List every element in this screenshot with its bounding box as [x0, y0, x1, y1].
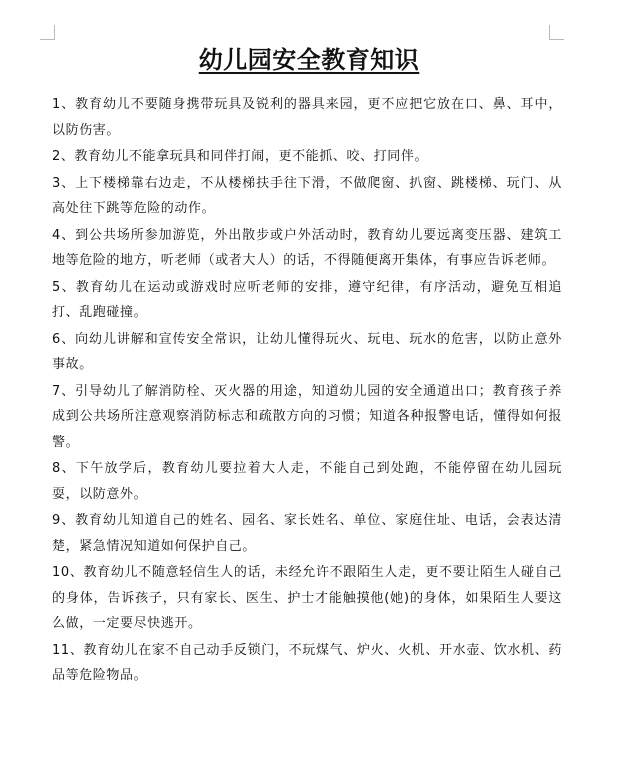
- list-item: 10、教育幼儿不随意轻信生人的话，未经允许不跟陌生人走，更不要让陌生人碰自己的身体，告诉孩子，只有家长、医生、护士才能触摸他(她)的身体，如果陌生人要这么做，一定要尽快逃开。: [52, 565, 562, 631]
- list-item: 11、教育幼儿在家不自己动手反锁门，不玩煤气、炉火、火机、开水壶、饮水机、药品等危险物品。: [52, 642, 562, 683]
- safety-rules-list: [52, 92, 562, 690]
- page-corner-mark-top-right: [549, 25, 564, 40]
- list-item: 2、教育幼儿不能拿玩具和同伴打闹，更不能抓、咬、打同伴。: [52, 149, 429, 164]
- list-item: 1、教育幼儿不要随身携带玩具及锐利的器具来园，更不应把它放在口、鼻、耳中，以防伤害。: [52, 97, 562, 138]
- list-item: 5、教育幼儿在运动或游戏时应听老师的安排，遵守纪律，有序活动，避免互相追打、乱跑碰撞。: [52, 279, 562, 320]
- list-item: 8、下午放学后，教育幼儿要拉着大人走，不能自己到处跑，不能停留在幼儿园玩耍，以防意外。: [52, 461, 562, 502]
- list-item: 6、向幼儿讲解和宣传安全常识，让幼儿懂得玩火、玩电、玩水的危害，以防止意外事故。: [52, 331, 562, 372]
- list-item: 9、教育幼儿知道自己的姓名、园名、家长姓名、单位、家庭住址、电话，会表达清楚，紧急情况知道如何保护自己。: [52, 513, 562, 554]
- page-corner-mark-top-left: [40, 25, 55, 40]
- list-item: 4、到公共场所参加游览，外出散步或户外活动时，教育幼儿要远离变压器、建筑工地等危险的地方，听老师（或者大人）的话，不得随便离开集体，有事应告诉老师。: [52, 227, 562, 268]
- list-item: 7、引导幼儿了解消防栓、灭火器的用途，知道幼儿园的安全通道出口；教育孩子养成到公共场所注意观察消防标志和疏散方向的习惯；知道各种报警电话，懂得如何报警。: [52, 383, 562, 450]
- list-item: 3、上下楼梯靠右边走，不从楼梯扶手往下滑，不做爬窗、扒窗、跳楼梯、玩门、从高处往下跳等危险的动作。: [52, 175, 562, 216]
- document-title: 幼儿园安全教育知识: [198, 46, 420, 74]
